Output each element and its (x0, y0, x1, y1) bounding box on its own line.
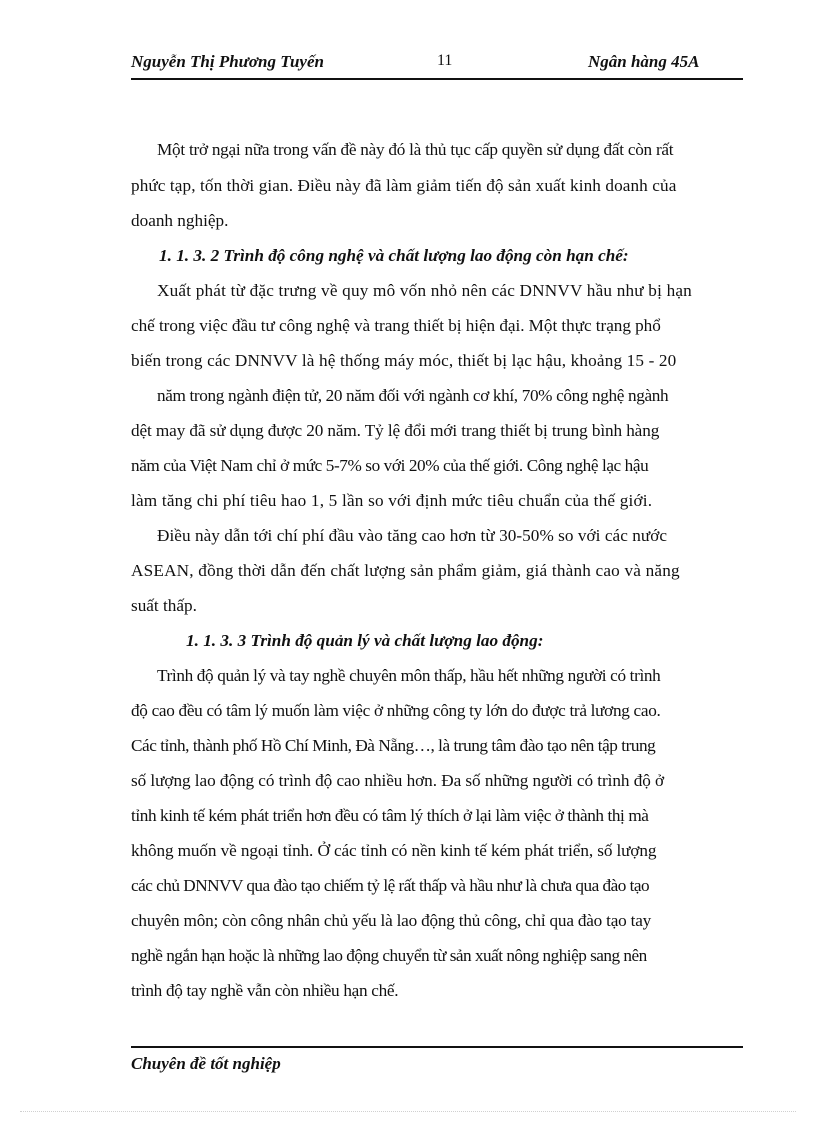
body-line: số lượng lao động có trình độ cao nhiều hơn. Đa số những người có trình độ ở (131, 771, 665, 790)
body-line: trình độ tay nghề vẫn còn nhiều hạn chế. (131, 981, 399, 1000)
body-line: nghề ngắn hạn hoặc là những lao động chuyển từ sản xuất nông nghiệp sang nên (131, 946, 647, 965)
header-class-name: Ngân hàng 45A (588, 52, 700, 71)
body-line: ASEAN, đồng thời dẫn đến chất lượng sản phẩm giảm, giá thành cao và năng (131, 561, 680, 580)
body-line: Các tỉnh, thành phố Hồ Chí Minh, Đà Nẵng…, là trung tâm đào tạo nên tập trung (131, 736, 656, 755)
body-line: dệt may đã sử dụng được 20 năm. Tỷ lệ đổi mới trang thiết bị trung bình hàng (131, 421, 660, 440)
body-line: các chủ DNNVV qua đào tạo chiếm tỷ lệ rất thấp và hầu như là chưa qua đào tạo (131, 876, 650, 895)
body-line: Một trở ngại nữa trong vấn đề này đó là thủ tục cấp quyền sử dụng đất còn rất (157, 140, 674, 159)
body-line: Điều này dẫn tới chí phí đầu vào tăng cao hơn từ 30-50% so với các nước (157, 526, 668, 545)
header-author: Nguyễn Thị Phương Tuyến (131, 52, 324, 71)
body-line: không muốn về ngoại tỉnh. Ở các tỉnh có nền kinh tế kém phát triển, số lượng (131, 841, 657, 860)
body-line: tỉnh kinh tế kém phát triển hơn đều có tâm lý thích ở lại làm việc ở thành thị mà (131, 806, 649, 825)
body-line: suất thấp. (131, 596, 197, 615)
body-line: biến trong các DNNVV là hệ thống máy móc, thiết bị lạc hậu, khoảng 15 - 20 (131, 351, 677, 370)
body-line: Xuất phát từ đặc trưng về quy mô vốn nhỏ nên các DNNVV hầu như bị hạn (157, 281, 692, 300)
footer-text: Chuyên đề tốt nghiệp (131, 1054, 281, 1073)
page-header (131, 52, 743, 80)
body-line: độ cao đều có tâm lý muốn làm việc ở những công ty lớn do được trả lương cao. (131, 701, 661, 720)
section-heading: 1. 1. 3. 3 Trình độ quản lý và chất lượng lao động: (186, 631, 544, 650)
page-footer (131, 1046, 743, 1073)
page-edge-divider (20, 1111, 796, 1112)
body-line: năm của Việt Nam chỉ ở mức 5-7% so với 20% của thế giới. Công nghệ lạc hậu (131, 456, 649, 475)
page-number: 11 (437, 52, 453, 69)
body-line: phức tạp, tốn thời gian. Điều này đã làm giảm tiến độ sản xuất kinh doanh của (131, 176, 677, 195)
section-heading: 1. 1. 3. 2 Trình độ công nghệ và chất lượng lao động còn hạn chế: (159, 246, 629, 265)
body-line: Trình độ quản lý và tay nghề chuyên môn thấp, hầu hết những người có trình (157, 666, 661, 685)
body-line: doanh nghiệp. (131, 211, 229, 230)
body-line: năm trong ngành điện tử, 20 năm đối với ngành cơ khí, 70% công nghệ ngành (157, 386, 669, 405)
body-line: làm tăng chi phí tiêu hao 1, 5 lần so với định mức tiêu chuẩn của thế giới. (131, 491, 653, 510)
body-line: chế trong việc đầu tư công nghệ và trang thiết bị hiện đại. Một thực trạng phổ (131, 316, 661, 335)
body-line: chuyên môn; còn công nhân chủ yếu là lao động thủ công, chỉ qua đào tạo tay (131, 911, 652, 930)
